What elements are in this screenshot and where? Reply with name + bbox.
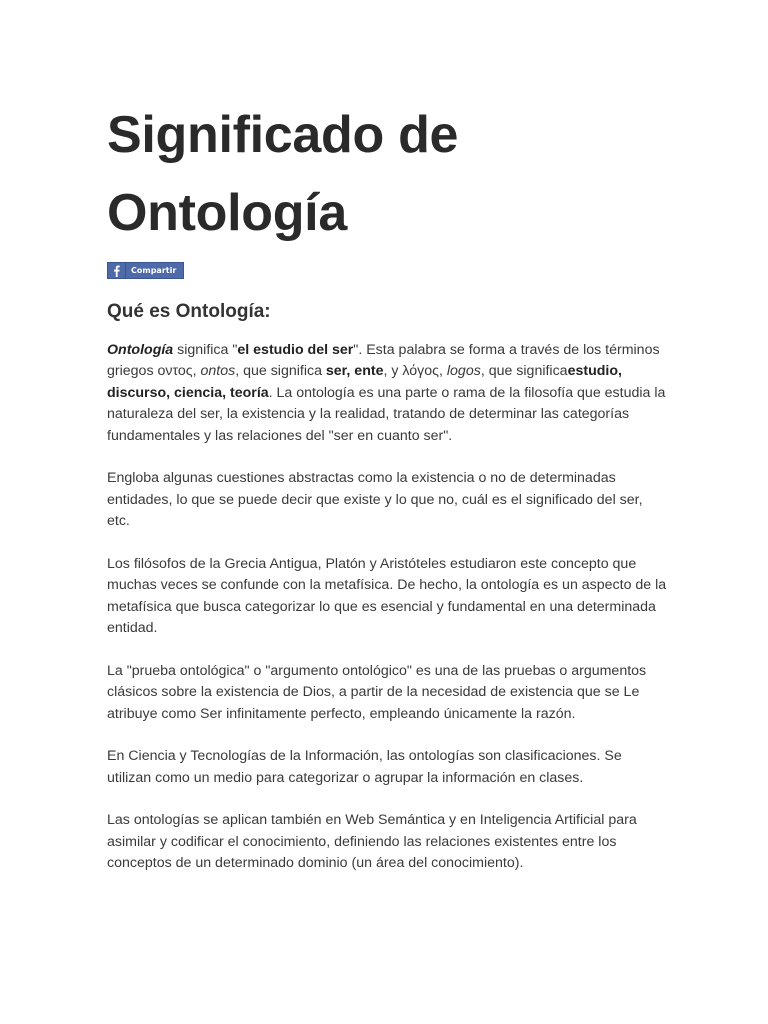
facebook-share-button[interactable] (107, 262, 184, 279)
title-line-1: Significado de (107, 106, 459, 164)
page-title (107, 96, 667, 252)
section-heading: Qué es Ontología: (107, 300, 271, 322)
paragraph-6: Las ontologías se aplican también en Web Semántica y en Inteligencia Artificial para asimilar y codificar el conocimiento, definiendo las relaciones existentes entre los conceptos de un determinado dominio (un área del conocimiento). (107, 812, 637, 871)
facebook-icon (108, 263, 126, 278)
paragraph-4: La "prueba ontológica" o "argumento ontológico" es una de las pruebas o argumentos clásicos sobre la existencia de Dios, a partir de la necesidad de existencia que se Le atribuye como Ser infinitamente perfecto, empleando únicamente la razón. (107, 662, 647, 722)
paragraph-3: Los filósofos de la Grecia Antigua, Platón y Aristóteles estudiaron este concepto que muchas veces se confunde con la metafísica. De hecho, la ontología es un aspecto de la metafísica que busca categorizar lo que es esencial y fundamental en una determinada entidad. (107, 555, 667, 636)
title-line-2: Ontología (107, 184, 347, 242)
share-label: Compartir (131, 266, 177, 275)
paragraph-2: Engloba algunas cuestiones abstractas como la existencia o no de determinadas entidades, lo que se puede decir que existe y lo que no, cuál es el significado del ser, etc. (107, 470, 643, 529)
paragraph-5: En Ciencia y Tecnologías de la Información, las ontologías son clasificaciones. Se utilizan como un medio para categorizar o agrupar la información en clases. (107, 748, 622, 786)
article (107, 96, 667, 875)
paragraph-1: Ontología significa "el estudio del ser". Esta palabra se forma a través de los términos griegos οντος, ontos, que significa ser, ente, y λόγος, logos, que significaestudio, discurso, ciencia, teoría. La ontología es una parte o rama de la filosofía que estudia la naturaleza del ser, la existencia y la realidad, tratando de determinar las categorías fundamentales y las relaciones del "ser en cuanto ser". (107, 341, 666, 444)
